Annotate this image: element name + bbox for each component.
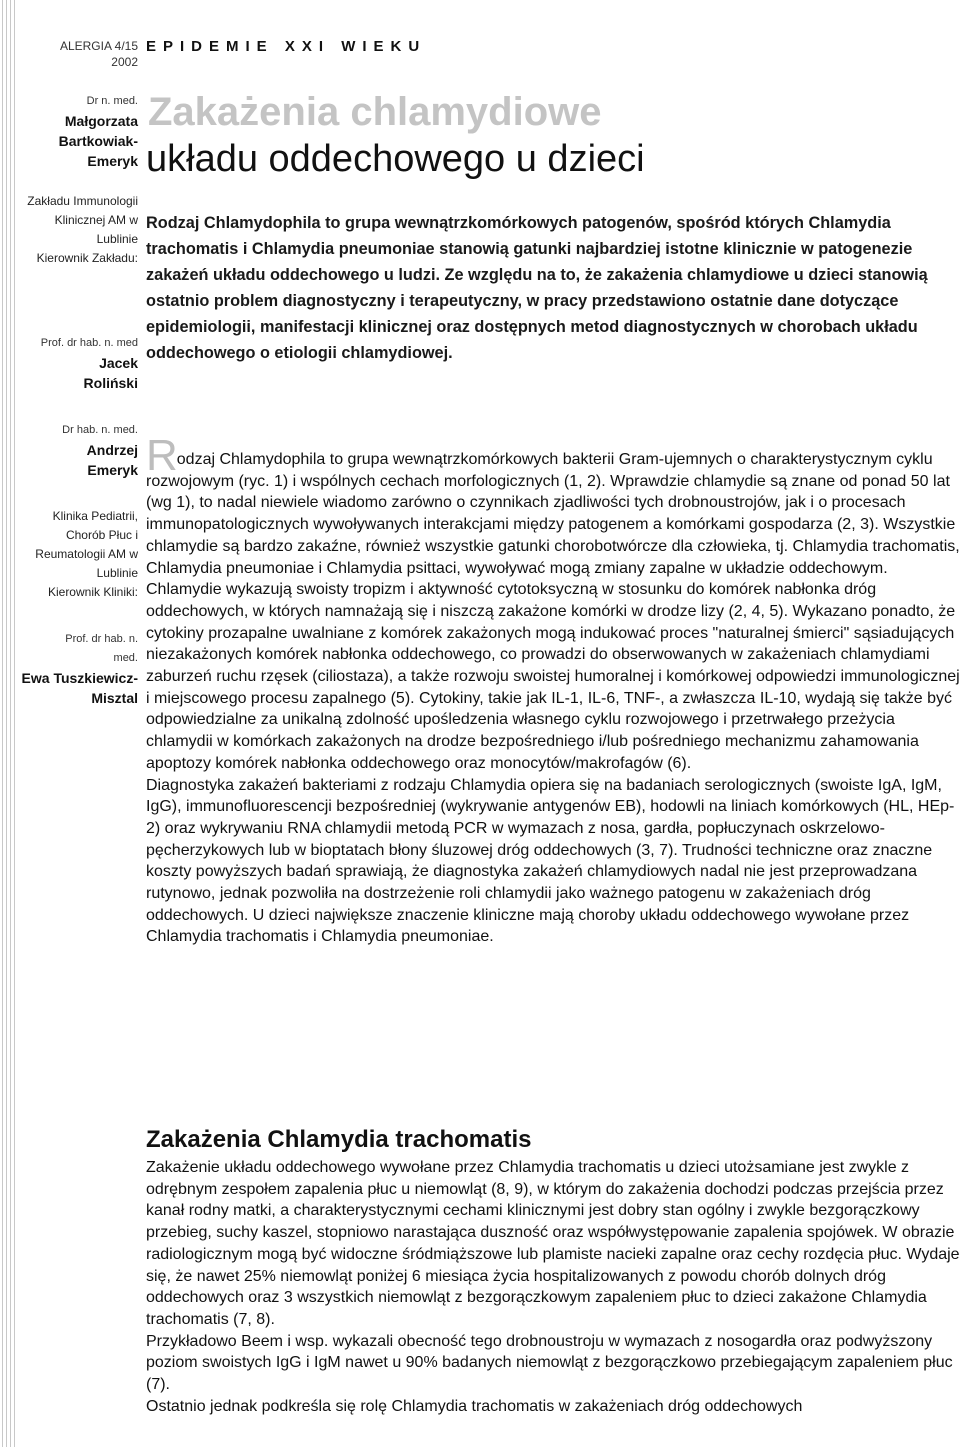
- section-heading: EPIDEMIE XXI WIEKU: [146, 38, 427, 55]
- journal-year: 2002: [111, 55, 138, 69]
- paragraph-3: Diagnostyka zakażeń bakteriami z rodzaju Chlamydia opiera się na badaniach serologicznych (swoiste IgA, IgM, IgG), immunofluorescencji bezpośredniej (wykrywanie antygenów EB), hodowli na liniach komórkowych (HL, HEp-2) oraz wykrywaniu RNA chlamydii metodą PCR w wymazach z nosa, gardła, popłuczynach oskrzelowo-pęcherzykowych lub w bioptatach błony śluzowej dróg oddechowych (3, 7). Trudności techniczne oraz znaczne koszty powyższych badań sprawiają, że diagnostyka zakażeń chlamydiowych nadal nie jest przeprowadzana rutynowo, jednak pozwoliła na dostrzeżenie roli chlamydii jako ważnego patogenu w zakażeniach dróg oddechowych. U dzieci największe znaczenie kliniczne mają choroby układu oddechowego wywołane przez Chlamydia trachomatis i Chlamydia pneumoniae.: [146, 776, 955, 946]
- author2-title: Dr hab. n. med.: [62, 424, 138, 436]
- drop-cap: R: [146, 431, 178, 480]
- author1-block: [18, 92, 138, 171]
- paragraph-1: [146, 431, 960, 579]
- author2-institution: [26, 507, 138, 602]
- author1-institution: [26, 192, 138, 268]
- head2-block: [21, 630, 138, 708]
- head2-name: Ewa Tuszkiewicz-Misztal: [21, 670, 138, 706]
- author2-head-label: Kierownik Kliniki:: [47, 585, 138, 599]
- author-sidebar: [0, 0, 138, 1447]
- author2-name: Andrzej Emeryk: [86, 442, 138, 478]
- author1-title: Dr n. med.: [86, 95, 138, 107]
- article-abstract: Rodzaj Chlamydophila to grupa wewnątrzkomórkowych patogenów, spośród których Chlamydia trachomatis i Chlamydia pneumoniae stanowią gatunki najbardziej istotne klinicznie w patogenezie zakażeń układu oddechowego u ludzi. Ze względu na to, że zakażenia chlamydiowe u dzieci stanowią ostatnio problem diagnostyczny i terapeutyczny, w pracy przedstawiono ostatnie dane dotyczące epidemiologii, manifestacji klinicznej oraz dostępnych metod diagnostycznych w chorobach układu oddechowego o etiologii chlamydiowej.: [146, 214, 928, 362]
- paragraph-1-text: odzaj Chlamydophila to grupa wewnątrzkomórkowych bakterii Gram-ujemnych o charakterystycznym cyklu rozwojowym (ryc. 1) i wspólnych cechach morfologicznych (1, 2). Wprawdzie chlamydie są znane od ponad 50 lat (wg 1), to nadal niewiele wiadomo zarówno o czynnikach zjadliwości tych drobnoustrojów, jak i o procesach immunopatologicznych wywoływanych interakcjami między patogenem a komórkami gospodarza (2, 3). Wszystkie chlamydie są bardzo zakaźne, również wszystkie gatunki chorobotwórcze dla człowieka, tj. Chlamydia trachomatis, Chlamydia pneumoniae i Chlamydia psittaci, wywoływać mogą zmiany zapalne w układzie oddechowym.: [146, 451, 960, 577]
- paragraph-6: Ostatnio jednak podkreśla się rolę Chlamydia trachomatis w zakażeniach dróg oddechowych: [146, 1397, 803, 1415]
- paragraph-2: Chlamydie wykazują swoisty tropizm i aktywność cytotoksyczną w stosunku do komórek nabłonka dróg oddechowych, w których namnażają się i niszczą zakażone komórki w drodze lizy (2, 4, 5). Wykazano ponadto, że cytokiny prozapalne uwalniane z komórek zakażonych mogą indukować proces "naturalnej śmierci" sąsiadujących niezakażonych komórek nabłonka oddechowego, co prowadzi do obserwowanych w zakażeniach chlamydiami zaburzeń ruchu rzęsek (ciliostaza), a także rozwoju swoistej humoralnej i komórkowej odpowiedzi immunologicznej i miejscowego procesu zapalnego (5). Cytokiny, takie jak IL-1, IL-6, TNF-, a zwłaszcza IL-10, wydają się także być odpowiedzialne za unikalną zdolność upośledzenia własnego cyklu rozwojowego i przetrwałego przeżycia chlamydii w komórkach zakażonych na drodze bezpośredniego i/lub pośredniego mechanizmu zahamowania apoptozy komórek nabłonka oddechowego oraz monocytów/makrofagów (6).: [146, 581, 960, 772]
- head1-title: Prof. dr hab. n. med: [40, 337, 138, 349]
- author1-name: Małgorzata Bartkowiak-Emeryk: [58, 113, 138, 169]
- head1-block: [0, 334, 138, 393]
- article-title-line1: Zakażenia chlamydiowe: [148, 90, 602, 134]
- article-body-section: [146, 1157, 960, 1417]
- article-body-intro: [146, 431, 960, 948]
- author1-inst-text: Zakładu Immunologii Klinicznej AM w Lublinie: [27, 194, 138, 246]
- journal-issue: ALERGIA 4/15: [59, 39, 138, 53]
- article-main: [146, 0, 960, 1447]
- author2-block: [18, 421, 138, 480]
- subheading: Zakażenia Chlamydia trachomatis: [146, 1126, 532, 1153]
- journal-info: [60, 38, 138, 70]
- paragraph-5: Przykładowo Beem i wsp. wykazali obecność tego drobnoustroju w wymazach z nosogardła oraz podwyższony poziom swoistych IgG i IgM nawet u 90% badanych niemowląt z bezgorączkowo przebiegającym zapaleniem płuc (7).: [146, 1332, 953, 1394]
- article-title-line2: układu oddechowego u dzieci: [146, 138, 645, 180]
- head2-title: Prof. dr hab. n. med.: [65, 633, 138, 664]
- author1-head-label: Kierownik Zakładu:: [36, 251, 138, 265]
- head1-name: Jacek Roliński: [83, 355, 138, 391]
- author2-inst-text: Klinika Pediatrii, Chorób Płuc i Reumatologii AM w Lublinie: [35, 509, 138, 580]
- paragraph-4: Zakażenie układu oddechowego wywołane przez Chlamydia trachomatis u dzieci utożsamiane jest zwykle z odrębnym zespołem zapalenia płuc u niemowląt (8, 9), w którym do zakażenia dochodzi podczas przejścia przez kanał rodny matki, a charakterystycznymi cechami klinicznymi jest dobry stan ogólny i zwykle bezgorączkowy przebieg, suchy kaszel, stopniowo narastająca duszność oraz współwystępowanie zapalenia spojówek. W obrazie radiologicznym mogą być widoczne śródmiąższowe lub plamiste nacieki zapalne oraz cechy rozdęcia płuc. Wydaje się, że nawet 25% niemowląt poniżej 6 miesiąca życia hospitalizowanych z powodu chorób dolnych dróg oddechowych oraz 3 wszystkich niemowląt z bezgorączkowym zapaleniem płuc to dzieci zakażone Chlamydia trachomatis (7, 8).: [146, 1159, 960, 1328]
